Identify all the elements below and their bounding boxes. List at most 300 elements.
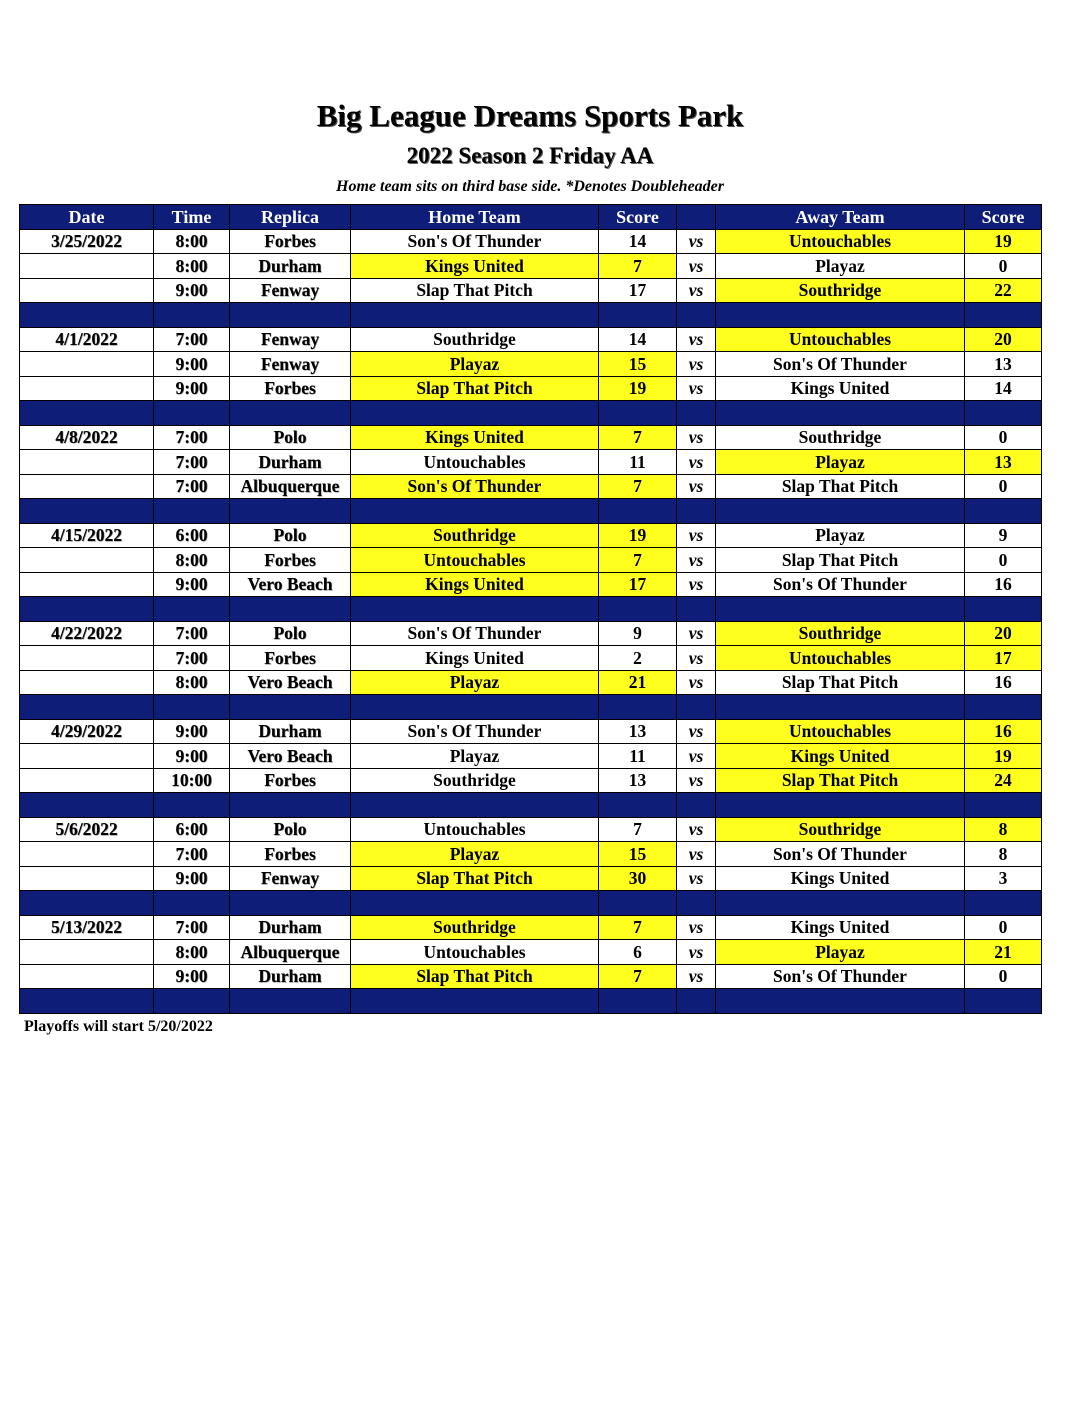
vs-label: vs [677,744,716,769]
away-score: 9 [965,523,1042,548]
away-team: Southridge [716,425,965,450]
col-header-home-score: Score [599,205,677,230]
game-replica: Fenway [230,866,351,891]
separator-cell [716,499,965,524]
separator-cell [20,695,154,720]
separator-cell [230,597,351,622]
col-header-replica: Replica [230,205,351,230]
vs-label: vs [677,523,716,548]
game-replica: Fenway [230,278,351,303]
schedule-note: Home team sits on third base side. *Denotes Doubleheader [336,178,724,195]
game-replica: Durham [230,254,351,279]
game-row [20,817,1042,842]
home-team: Kings United [351,425,599,450]
separator-cell [351,793,599,818]
away-team: Playaz [716,450,965,475]
game-date [20,376,154,401]
game-time: 7:00 [154,327,230,352]
game-date: 4/1/2022 [20,327,154,352]
away-score: 17 [965,646,1042,671]
game-row [20,670,1042,695]
vs-label: vs [677,278,716,303]
home-score: 11 [599,450,677,475]
game-row [20,548,1042,573]
away-score: 8 [965,817,1042,842]
away-score: 0 [965,254,1042,279]
away-team: Kings United [716,915,965,940]
vs-label: vs [677,352,716,377]
home-team: Son's Of Thunder [351,719,599,744]
away-team: Son's Of Thunder [716,572,965,597]
separator-cell [599,793,677,818]
home-team: Kings United [351,572,599,597]
separator-cell [154,499,230,524]
vs-label: vs [677,327,716,352]
separator-cell [351,597,599,622]
home-score: 7 [599,548,677,573]
game-date [20,352,154,377]
home-score: 14 [599,327,677,352]
away-score: 16 [965,670,1042,695]
home-score: 19 [599,523,677,548]
game-time: 9:00 [154,572,230,597]
home-team: Playaz [351,352,599,377]
game-date [20,866,154,891]
home-score: 7 [599,964,677,989]
home-team: Slap That Pitch [351,866,599,891]
away-score: 0 [965,474,1042,499]
game-time: 8:00 [154,940,230,965]
home-team: Southridge [351,768,599,793]
game-time: 9:00 [154,352,230,377]
game-date [20,670,154,695]
game-replica: Durham [230,915,351,940]
away-score: 13 [965,450,1042,475]
separator-cell [154,891,230,916]
game-date [20,940,154,965]
home-team: Untouchables [351,450,599,475]
game-row [20,450,1042,475]
game-time: 9:00 [154,278,230,303]
game-time: 6:00 [154,523,230,548]
game-time: 7:00 [154,474,230,499]
game-replica: Polo [230,817,351,842]
home-score: 7 [599,254,677,279]
separator-cell [716,891,965,916]
away-team: Untouchables [716,327,965,352]
home-score: 15 [599,352,677,377]
vs-label: vs [677,572,716,597]
col-header-date: Date [20,205,154,230]
separator-cell [20,793,154,818]
home-team: Kings United [351,254,599,279]
game-row [20,327,1042,352]
away-team: Southridge [716,621,965,646]
away-team: Son's Of Thunder [716,964,965,989]
separator-cell [965,499,1042,524]
separator-cell [230,989,351,1014]
home-score: 19 [599,376,677,401]
game-replica: Forbes [230,768,351,793]
game-replica: Fenway [230,327,351,352]
away-team: Kings United [716,376,965,401]
separator-cell [20,499,154,524]
game-replica: Durham [230,450,351,475]
game-replica: Durham [230,719,351,744]
vs-label: vs [677,670,716,695]
home-team: Son's Of Thunder [351,621,599,646]
game-time: 8:00 [154,254,230,279]
separator-cell [154,597,230,622]
away-team: Kings United [716,744,965,769]
game-time: 8:00 [154,229,230,254]
separator-cell [351,891,599,916]
week-separator [20,695,1042,720]
away-score: 19 [965,744,1042,769]
home-team: Kings United [351,646,599,671]
away-team: Untouchables [716,229,965,254]
page-title: Big League Dreams Sports Park [316,98,744,133]
game-time: 9:00 [154,719,230,744]
separator-cell [154,989,230,1014]
separator-cell [599,499,677,524]
separator-cell [20,597,154,622]
away-team: Slap That Pitch [716,474,965,499]
game-time: 7:00 [154,621,230,646]
home-team: Untouchables [351,940,599,965]
game-row [20,229,1042,254]
game-date [20,964,154,989]
col-header-away-team: Away Team [716,205,965,230]
away-team: Playaz [716,940,965,965]
home-score: 17 [599,572,677,597]
away-team: Son's Of Thunder [716,842,965,867]
game-time: 9:00 [154,964,230,989]
away-score: 8 [965,842,1042,867]
game-date: 4/29/2022 [20,719,154,744]
separator-cell [20,891,154,916]
home-score: 14 [599,229,677,254]
separator-cell [599,597,677,622]
game-replica: Vero Beach [230,670,351,695]
separator-cell [965,303,1042,328]
game-row [20,915,1042,940]
separator-cell [20,989,154,1014]
game-date [20,744,154,769]
home-score: 6 [599,940,677,965]
home-score: 13 [599,719,677,744]
separator-cell [965,597,1042,622]
home-score: 17 [599,278,677,303]
home-score: 15 [599,842,677,867]
game-replica: Fenway [230,352,351,377]
away-score: 14 [965,376,1042,401]
week-separator [20,989,1042,1014]
home-team: Slap That Pitch [351,964,599,989]
away-score: 20 [965,621,1042,646]
separator-cell [154,401,230,426]
game-date: 3/25/2022 [20,229,154,254]
vs-label: vs [677,474,716,499]
week-separator [20,597,1042,622]
away-team: Untouchables [716,719,965,744]
away-score: 0 [965,425,1042,450]
separator-cell [965,989,1042,1014]
separator-cell [677,891,716,916]
separator-cell [351,401,599,426]
vs-label: vs [677,915,716,940]
game-row [20,523,1042,548]
away-team: Slap That Pitch [716,670,965,695]
vs-label: vs [677,548,716,573]
game-replica: Albuquerque [230,474,351,499]
away-score: 22 [965,278,1042,303]
game-row [20,646,1042,671]
game-row [20,254,1042,279]
home-team: Untouchables [351,817,599,842]
game-time: 9:00 [154,376,230,401]
home-team: Untouchables [351,548,599,573]
away-score: 0 [965,964,1042,989]
game-replica: Forbes [230,646,351,671]
game-date [20,450,154,475]
separator-cell [20,303,154,328]
vs-label: vs [677,842,716,867]
playoffs-note: Playoffs will start 5/20/2022 [24,1018,213,1035]
home-team: Slap That Pitch [351,278,599,303]
away-team: Slap That Pitch [716,768,965,793]
separator-cell [154,303,230,328]
separator-cell [965,793,1042,818]
separator-cell [230,695,351,720]
separator-cell [154,793,230,818]
home-score: 11 [599,744,677,769]
game-row [20,719,1042,744]
game-row [20,940,1042,965]
week-separator [20,891,1042,916]
home-team: Southridge [351,523,599,548]
separator-cell [716,401,965,426]
game-time: 7:00 [154,425,230,450]
schedule-table [19,204,1042,1014]
game-date [20,842,154,867]
vs-label: vs [677,646,716,671]
away-score: 20 [965,327,1042,352]
game-date [20,474,154,499]
separator-cell [965,695,1042,720]
separator-cell [599,695,677,720]
separator-cell [677,303,716,328]
separator-cell [677,597,716,622]
week-separator [20,401,1042,426]
away-score: 3 [965,866,1042,891]
vs-label: vs [677,719,716,744]
separator-cell [599,401,677,426]
home-team: Playaz [351,842,599,867]
home-score: 30 [599,866,677,891]
home-score: 7 [599,915,677,940]
season-subtitle: 2022 Season 2 Friday AA [406,143,654,168]
game-time: 6:00 [154,817,230,842]
game-replica: Polo [230,523,351,548]
away-score: 24 [965,768,1042,793]
home-score: 9 [599,621,677,646]
game-row [20,621,1042,646]
separator-cell [677,989,716,1014]
home-team: Southridge [351,327,599,352]
separator-cell [230,499,351,524]
away-team: Untouchables [716,646,965,671]
game-time: 10:00 [154,768,230,793]
separator-cell [965,401,1042,426]
game-date [20,548,154,573]
separator-cell [716,303,965,328]
game-replica: Forbes [230,842,351,867]
home-score: 2 [599,646,677,671]
vs-label: vs [677,376,716,401]
away-team: Son's Of Thunder [716,352,965,377]
separator-cell [716,793,965,818]
game-date: 4/22/2022 [20,621,154,646]
separator-cell [351,499,599,524]
col-header-time: Time [154,205,230,230]
game-row [20,474,1042,499]
home-team: Son's Of Thunder [351,474,599,499]
game-row [20,572,1042,597]
separator-cell [677,793,716,818]
game-replica: Polo [230,621,351,646]
game-row [20,866,1042,891]
away-team: Slap That Pitch [716,548,965,573]
game-replica: Forbes [230,376,351,401]
game-date: 5/13/2022 [20,915,154,940]
home-score: 13 [599,768,677,793]
home-team: Playaz [351,744,599,769]
separator-cell [351,989,599,1014]
game-time: 7:00 [154,842,230,867]
game-replica: Vero Beach [230,572,351,597]
game-time: 7:00 [154,450,230,475]
vs-label: vs [677,450,716,475]
separator-cell [154,695,230,720]
vs-label: vs [677,964,716,989]
game-date: 4/8/2022 [20,425,154,450]
away-score: 19 [965,229,1042,254]
game-date [20,768,154,793]
game-date [20,278,154,303]
home-team: Slap That Pitch [351,376,599,401]
separator-cell [230,891,351,916]
game-time: 9:00 [154,744,230,769]
separator-cell [351,303,599,328]
week-separator [20,793,1042,818]
col-header-away-score: Score [965,205,1042,230]
game-row [20,768,1042,793]
vs-label: vs [677,817,716,842]
separator-cell [599,989,677,1014]
vs-label: vs [677,866,716,891]
separator-cell [965,891,1042,916]
game-replica: Forbes [230,548,351,573]
home-score: 7 [599,474,677,499]
game-replica: Forbes [230,229,351,254]
away-score: 13 [965,352,1042,377]
home-score: 7 [599,425,677,450]
home-team: Son's Of Thunder [351,229,599,254]
separator-cell [599,303,677,328]
game-row [20,425,1042,450]
home-score: 21 [599,670,677,695]
vs-label: vs [677,940,716,965]
vs-label: vs [677,768,716,793]
game-date [20,254,154,279]
separator-cell [230,303,351,328]
game-date [20,572,154,597]
game-replica: Durham [230,964,351,989]
game-time: 7:00 [154,646,230,671]
separator-cell [677,695,716,720]
game-row [20,376,1042,401]
vs-label: vs [677,621,716,646]
game-row [20,842,1042,867]
home-team: Playaz [351,670,599,695]
header-row [20,205,1042,230]
away-score: 0 [965,548,1042,573]
separator-cell [716,989,965,1014]
game-row [20,964,1042,989]
game-date [20,646,154,671]
away-team: Kings United [716,866,965,891]
away-score: 16 [965,719,1042,744]
game-time: 7:00 [154,915,230,940]
separator-cell [716,597,965,622]
separator-cell [599,891,677,916]
away-score: 0 [965,915,1042,940]
separator-cell [677,401,716,426]
col-header-vs [677,205,716,230]
week-separator [20,303,1042,328]
vs-label: vs [677,229,716,254]
game-replica: Albuquerque [230,940,351,965]
separator-cell [351,695,599,720]
away-team: Playaz [716,523,965,548]
week-separator [20,499,1042,524]
separator-cell [230,793,351,818]
away-score: 16 [965,572,1042,597]
game-time: 8:00 [154,548,230,573]
game-row [20,744,1042,769]
separator-cell [716,695,965,720]
separator-cell [20,401,154,426]
game-time: 9:00 [154,866,230,891]
home-score: 7 [599,817,677,842]
separator-cell [230,401,351,426]
away-team: Southridge [716,278,965,303]
home-team: Southridge [351,915,599,940]
game-replica: Vero Beach [230,744,351,769]
game-date: 5/6/2022 [20,817,154,842]
game-row [20,352,1042,377]
away-team: Playaz [716,254,965,279]
away-score: 21 [965,940,1042,965]
vs-label: vs [677,254,716,279]
game-replica: Polo [230,425,351,450]
separator-cell [677,499,716,524]
schedule-body [20,229,1042,1013]
away-team: Southridge [716,817,965,842]
col-header-home-team: Home Team [351,205,599,230]
game-date: 4/15/2022 [20,523,154,548]
